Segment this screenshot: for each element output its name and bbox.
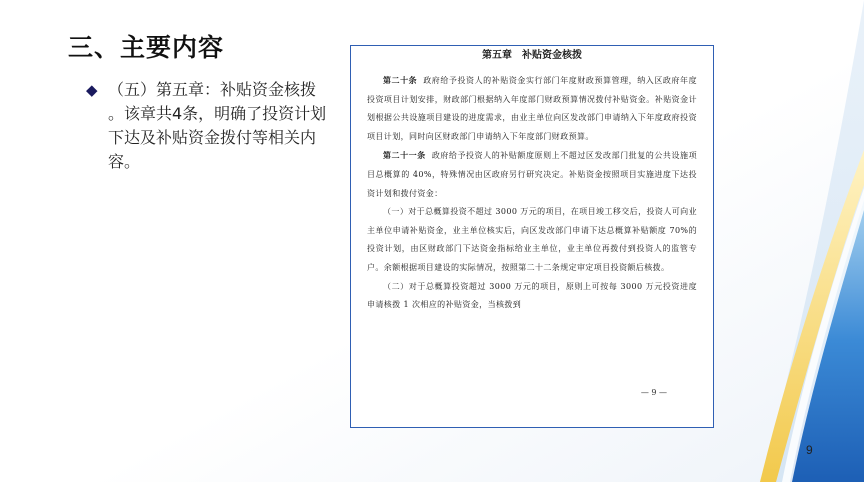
paragraph-text: 政府给予投资人的补贴资金实行部门年度财政预算管理，纳入区政府年度投资项目计划安排，财政部门根据纳入年度部门财政预算情况拨付补贴资金。补贴资金计划根据公共设施项目建设的进度需求，由业主单位向区发改部门申请纳入下年度政府投资项目计划，同时向区财政部门申请纳入下年度部门财政预算。: [367, 76, 698, 141]
slide-number: 9: [806, 443, 813, 457]
document-paragraph: [367, 146, 697, 203]
diamond-bullet-icon: ◆: [86, 81, 98, 99]
document-paragraph: [367, 71, 697, 146]
article-label: 第二十条: [383, 75, 418, 85]
document-paragraph: [367, 203, 697, 277]
document-image: [350, 45, 714, 428]
document-paragraph: [367, 278, 697, 315]
document-page-marker: — 9 —: [640, 388, 667, 397]
paragraph-text: 政府给予投资人的补贴额度原则上不超过区发改部门批复的公共设施项目总概算的 40%，特殊情况由区政府另行研究决定。补贴资金按照项目实施进度下达投资计划和拨付资金：: [367, 151, 698, 198]
article-label: 第二十一条: [383, 150, 426, 161]
bullet-text: （五）第五章：补贴资金核拨 。该章共4条，明确了投资计划下达及补贴资金拨付等相关内容。: [108, 80, 327, 171]
slide-title: 三、主要内容: [68, 33, 225, 62]
paragraph-text: （一）对于总概算投资不超过 3000 万元的项目，在项目竣工移交后，投资人可向业主单位申请补贴资金，业主单位核实后，向区发改部门申请下达总概算补贴额度 70%的投资计划，由区财政部门下达资金指标给业主单位，业主单位再拨付到投资人的监管专户。余额根据项目建设的实际情况，按照第二十二条规定审定项目投资额后核拨。: [367, 207, 697, 272]
bullet-item: [86, 78, 331, 174]
paragraph-text: （二）对于总概算投资超过 3000 万元的项目，原则上可按每 3000 万元投资进度申请核拨 1 次相应的补贴资金，当核拨到: [367, 281, 697, 310]
document-heading: 第五章 补贴资金核拨: [482, 50, 582, 61]
